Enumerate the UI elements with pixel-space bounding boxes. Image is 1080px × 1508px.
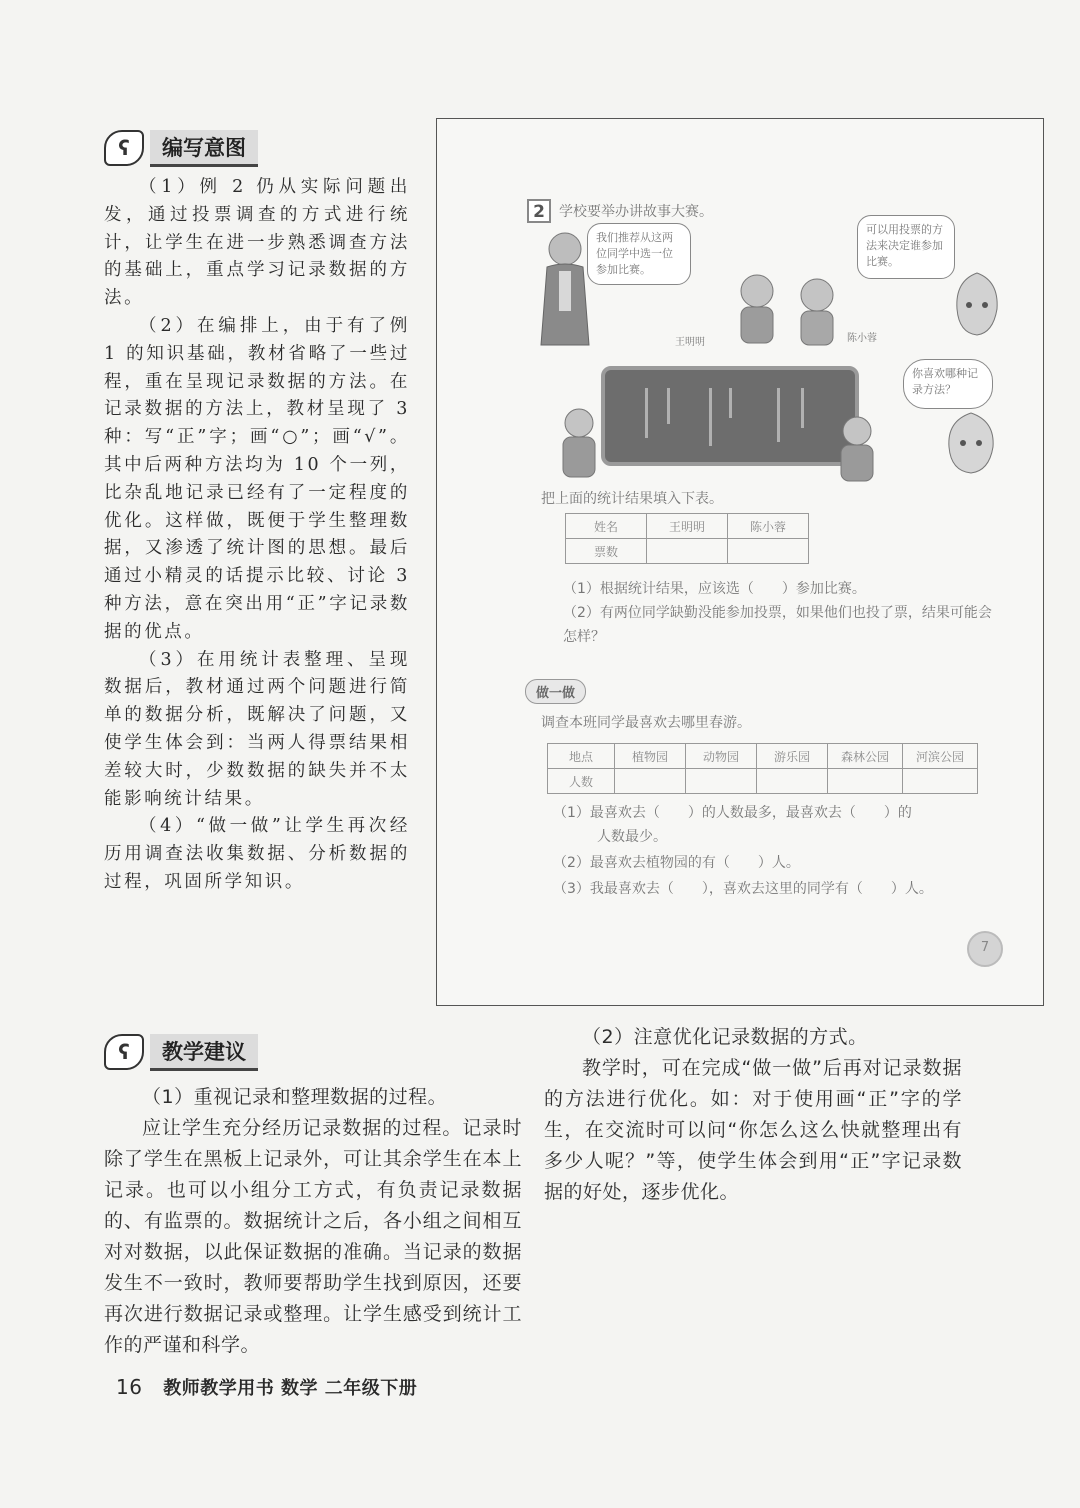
vote-table-cell <box>728 539 809 564</box>
sprite-speech-bubble-1: 可以用投票的方法来决定谁参加比赛。 <box>857 215 955 279</box>
vote-table-cell: 陈小蓉 <box>728 514 809 539</box>
table-row <box>566 514 809 539</box>
survey-table-cell: 地点 <box>548 744 615 769</box>
intent-paragraph-4: （4）“做一做”让学生再次经历用调查法收集数据、分析数据的过程，巩固所学知识。 <box>104 816 410 892</box>
textbook-page-frame <box>436 118 1044 1006</box>
suggest-right-column <box>544 1022 962 1208</box>
survey-table-cell <box>615 769 686 794</box>
intent-body <box>104 174 410 897</box>
suggest-heading-2: （2）注意优化记录数据的方式。 <box>582 1026 868 1048</box>
student2-name: 陈小蓉 <box>847 333 877 344</box>
question-1: （1）根据统计结果，应该选（ ）参加比赛。 <box>563 581 866 597</box>
survey-text: 调查本班同学最喜欢去哪里春游。 <box>541 715 751 731</box>
survey-table-cell <box>828 769 903 794</box>
student-right-illustration <box>833 415 881 483</box>
survey-table-cell <box>903 769 978 794</box>
vote-table-cell <box>647 539 728 564</box>
intent-heading <box>104 128 258 168</box>
survey-question-3: （3）我最喜欢去（ ），喜欢去这里的同学有（ ）人。 <box>553 881 933 897</box>
survey-table-cell: 河滨公园 <box>903 744 978 769</box>
student1-name: 王明明 <box>675 337 705 348</box>
vote-table-cell: 王明明 <box>647 514 728 539</box>
page-footer <box>116 1374 417 1400</box>
intent-title: 编写意图 <box>150 130 258 167</box>
zuoyizuo-badge: 做一做 <box>525 679 586 704</box>
intent-paragraph-1: （1）例 2 仍从实际问题出发，通过投票调查的方式进行统计，让学生在进一步熟悉调查方法的基础上，重点学习记录数据的方法。 <box>104 177 410 309</box>
survey-question-1b: 人数最少。 <box>597 829 667 845</box>
fill-instruction: 把上面的统计结果填入下表。 <box>541 491 723 507</box>
survey-table-cell: 动物园 <box>686 744 757 769</box>
survey-table-cell <box>686 769 757 794</box>
suggest-paragraph-1: 应让学生充分经历记录数据的过程。记录时除了学生在黑板上记录外，可让其余学生在本上记录。也可以小组分工方式，有负责记录数据的、有监票的。数据统计之后，各小组之间相互对对数据，以此保证数据的准确。当记录的数据发生不一致时，教师要帮助学生找到原因，还要再次进行数据记录或整理。让学生感受到统计工作的严谨和科学。 <box>104 1117 522 1356</box>
survey-table <box>547 743 978 794</box>
table-row <box>548 744 978 769</box>
teacher-speech-bubble: 我们推荐从这两位同学中选一位参加比赛。 <box>587 223 691 285</box>
table-row <box>566 539 809 564</box>
intent-paragraph-2: （2）在编排上，由于有了例 1 的知识基础，教材省略了一些过程，重在呈现记录数据的方法。在记录数据的方法上，教材呈现了 3 种：写“正”字；画“○”；画“√”。其中后两种方法均为 10 个一列，比杂乱地记录已经有了一定程度的优化。这样做，既便于学生整理数据，又渗透了统计图的思想。最后通过小精灵的话提示比较、讨论 3 种方法，意在突出用“正”字记录数据的优点。 <box>104 315 410 642</box>
sprite-illustration-1 <box>947 265 1007 341</box>
survey-question-2: （2）最喜欢去植物园的有（ ）人。 <box>553 855 800 871</box>
vote-table <box>565 513 809 564</box>
survey-table-cell: 游乐园 <box>757 744 828 769</box>
example-number: 2 <box>527 199 551 223</box>
question-2: （2）有两位同学缺勤没能参加投票，如果他们也投了票，结果可能会怎样？ <box>563 605 992 645</box>
survey-table-cell: 植物园 <box>615 744 686 769</box>
suggest-heading <box>104 1032 258 1072</box>
vote-table-cell: 票数 <box>566 539 647 564</box>
vote-table-cell: 姓名 <box>566 514 647 539</box>
section-ribbon-icon: ʕ <box>104 1034 144 1070</box>
survey-table-cell: 森林公园 <box>828 744 903 769</box>
sprite-illustration-2 <box>937 403 1007 479</box>
page-number: 16 <box>116 1375 143 1399</box>
suggest-heading-1: （1）重视记录和整理数据的过程。 <box>142 1086 448 1108</box>
suggest-title: 教学建议 <box>150 1034 258 1071</box>
survey-table-cell: 人数 <box>548 769 615 794</box>
example-header <box>527 199 713 223</box>
book-title: 教师教学用书 数学 二年级下册 <box>163 1378 418 1399</box>
intent-paragraph-3: （3）在用统计表整理、呈现数据后，教材通过两个问题进行简单的数据分析，既解决了问题，又使学生体会到：当两人得票结果相差较大时，少数数据的缺失并不太能影响统计结果。 <box>104 649 410 809</box>
blackboard <box>601 366 859 466</box>
section-ribbon-icon: ʕ <box>104 130 144 166</box>
students-illustration <box>729 269 849 347</box>
example-text: 学校要举办讲故事大赛。 <box>559 204 713 220</box>
textbook-page-number: 7 <box>967 931 1003 967</box>
suggest-left-column <box>104 1082 522 1361</box>
suggest-paragraph-2: 教学时，可在完成“做一做”后再对记录数据的方法进行优化。如：对于使用画“正”字的学生，在交流时可以问“你怎么这么快就整理出有多少人呢？”等，使学生体会到用“正”字记录数据的好处，逐步优化。 <box>544 1057 962 1203</box>
student-left-illustration <box>555 407 603 479</box>
survey-question-1a: （1）最喜欢去（ ）的人数最多，最喜欢去（ ）的 <box>553 805 912 821</box>
table-row <box>548 769 978 794</box>
survey-table-cell <box>757 769 828 794</box>
sprite-speech-bubble-2: 你喜欢哪种记录方法？ <box>903 359 993 409</box>
